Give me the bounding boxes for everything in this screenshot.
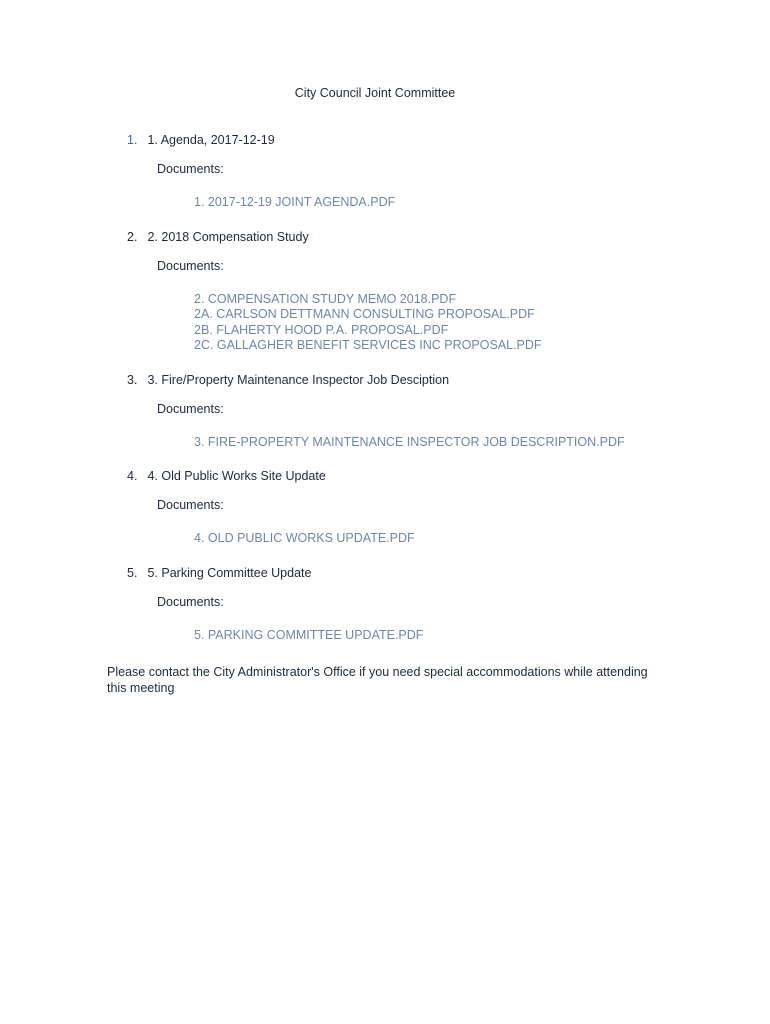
document-links (194, 195, 747, 211)
agenda-item-title: 5. Parking Committee Update (147, 565, 312, 580)
agenda-item-number: 4. (127, 469, 138, 483)
agenda-item-title: 4. Old Public Works Site Update (147, 469, 326, 483)
agenda-item-number: 2. (127, 229, 138, 244)
documents-label: Documents: (157, 498, 224, 512)
accommodations-note: Please contact the City Administrator's Office if you need special accommodations while attending this meeting (107, 665, 648, 695)
agenda-item (127, 469, 747, 547)
document-link[interactable]: 2C. GALLAGHER BENEFIT SERVICES INC PROPOSAL.PDF (194, 338, 542, 352)
agenda-item (127, 133, 747, 211)
documents-label: Documents: (157, 258, 224, 273)
agenda-item-title: 1. Agenda, 2017-12-19 (147, 133, 275, 147)
agenda-item-heading (127, 230, 747, 245)
document-link[interactable]: 4. OLD PUBLIC WORKS UPDATE.PDF (194, 531, 415, 545)
document-link[interactable]: 2A. CARLSON DETTMANN CONSULTING PROPOSAL.PDF (194, 307, 535, 321)
documents-label: Documents: (157, 401, 224, 416)
agenda-item-heading (127, 566, 747, 581)
agenda-item-heading (127, 469, 747, 484)
agenda-list (127, 133, 747, 662)
document-links (194, 292, 747, 354)
agenda-item-heading (127, 133, 747, 148)
agenda-item (127, 373, 747, 451)
document-link[interactable]: 1. 2017-12-19 JOINT AGENDA.PDF (194, 195, 396, 209)
documents-label: Documents: (157, 594, 224, 609)
documents-label: Documents: (157, 162, 224, 176)
agenda-item-title: 2. 2018 Compensation Study (147, 229, 309, 244)
document-link[interactable]: 3. FIRE-PROPERTY MAINTENANCE INSPECTOR JOB DESCRIPTION.PDF (194, 434, 625, 449)
agenda-item-heading (127, 373, 747, 388)
document-links (194, 435, 747, 451)
document-link[interactable]: 2B. FLAHERTY HOOD P.A. PROPOSAL.PDF (194, 322, 449, 337)
agenda-item-number: 5. (127, 565, 138, 580)
page-title: City Council Joint Committee (294, 86, 456, 100)
document-links (194, 531, 747, 547)
document-link[interactable]: 5. PARKING COMMITTEE UPDATE.PDF (194, 627, 424, 642)
document-links (194, 628, 747, 644)
agenda-item-title: 3. Fire/Property Maintenance Inspector Job Desciption (147, 372, 450, 387)
agenda-item-number: 3. (127, 372, 138, 387)
agenda-item (127, 566, 747, 644)
agenda-item (127, 230, 747, 354)
agenda-item-number: 1. (127, 133, 138, 147)
document-link[interactable]: 2. COMPENSATION STUDY MEMO 2018.PDF (194, 291, 457, 306)
